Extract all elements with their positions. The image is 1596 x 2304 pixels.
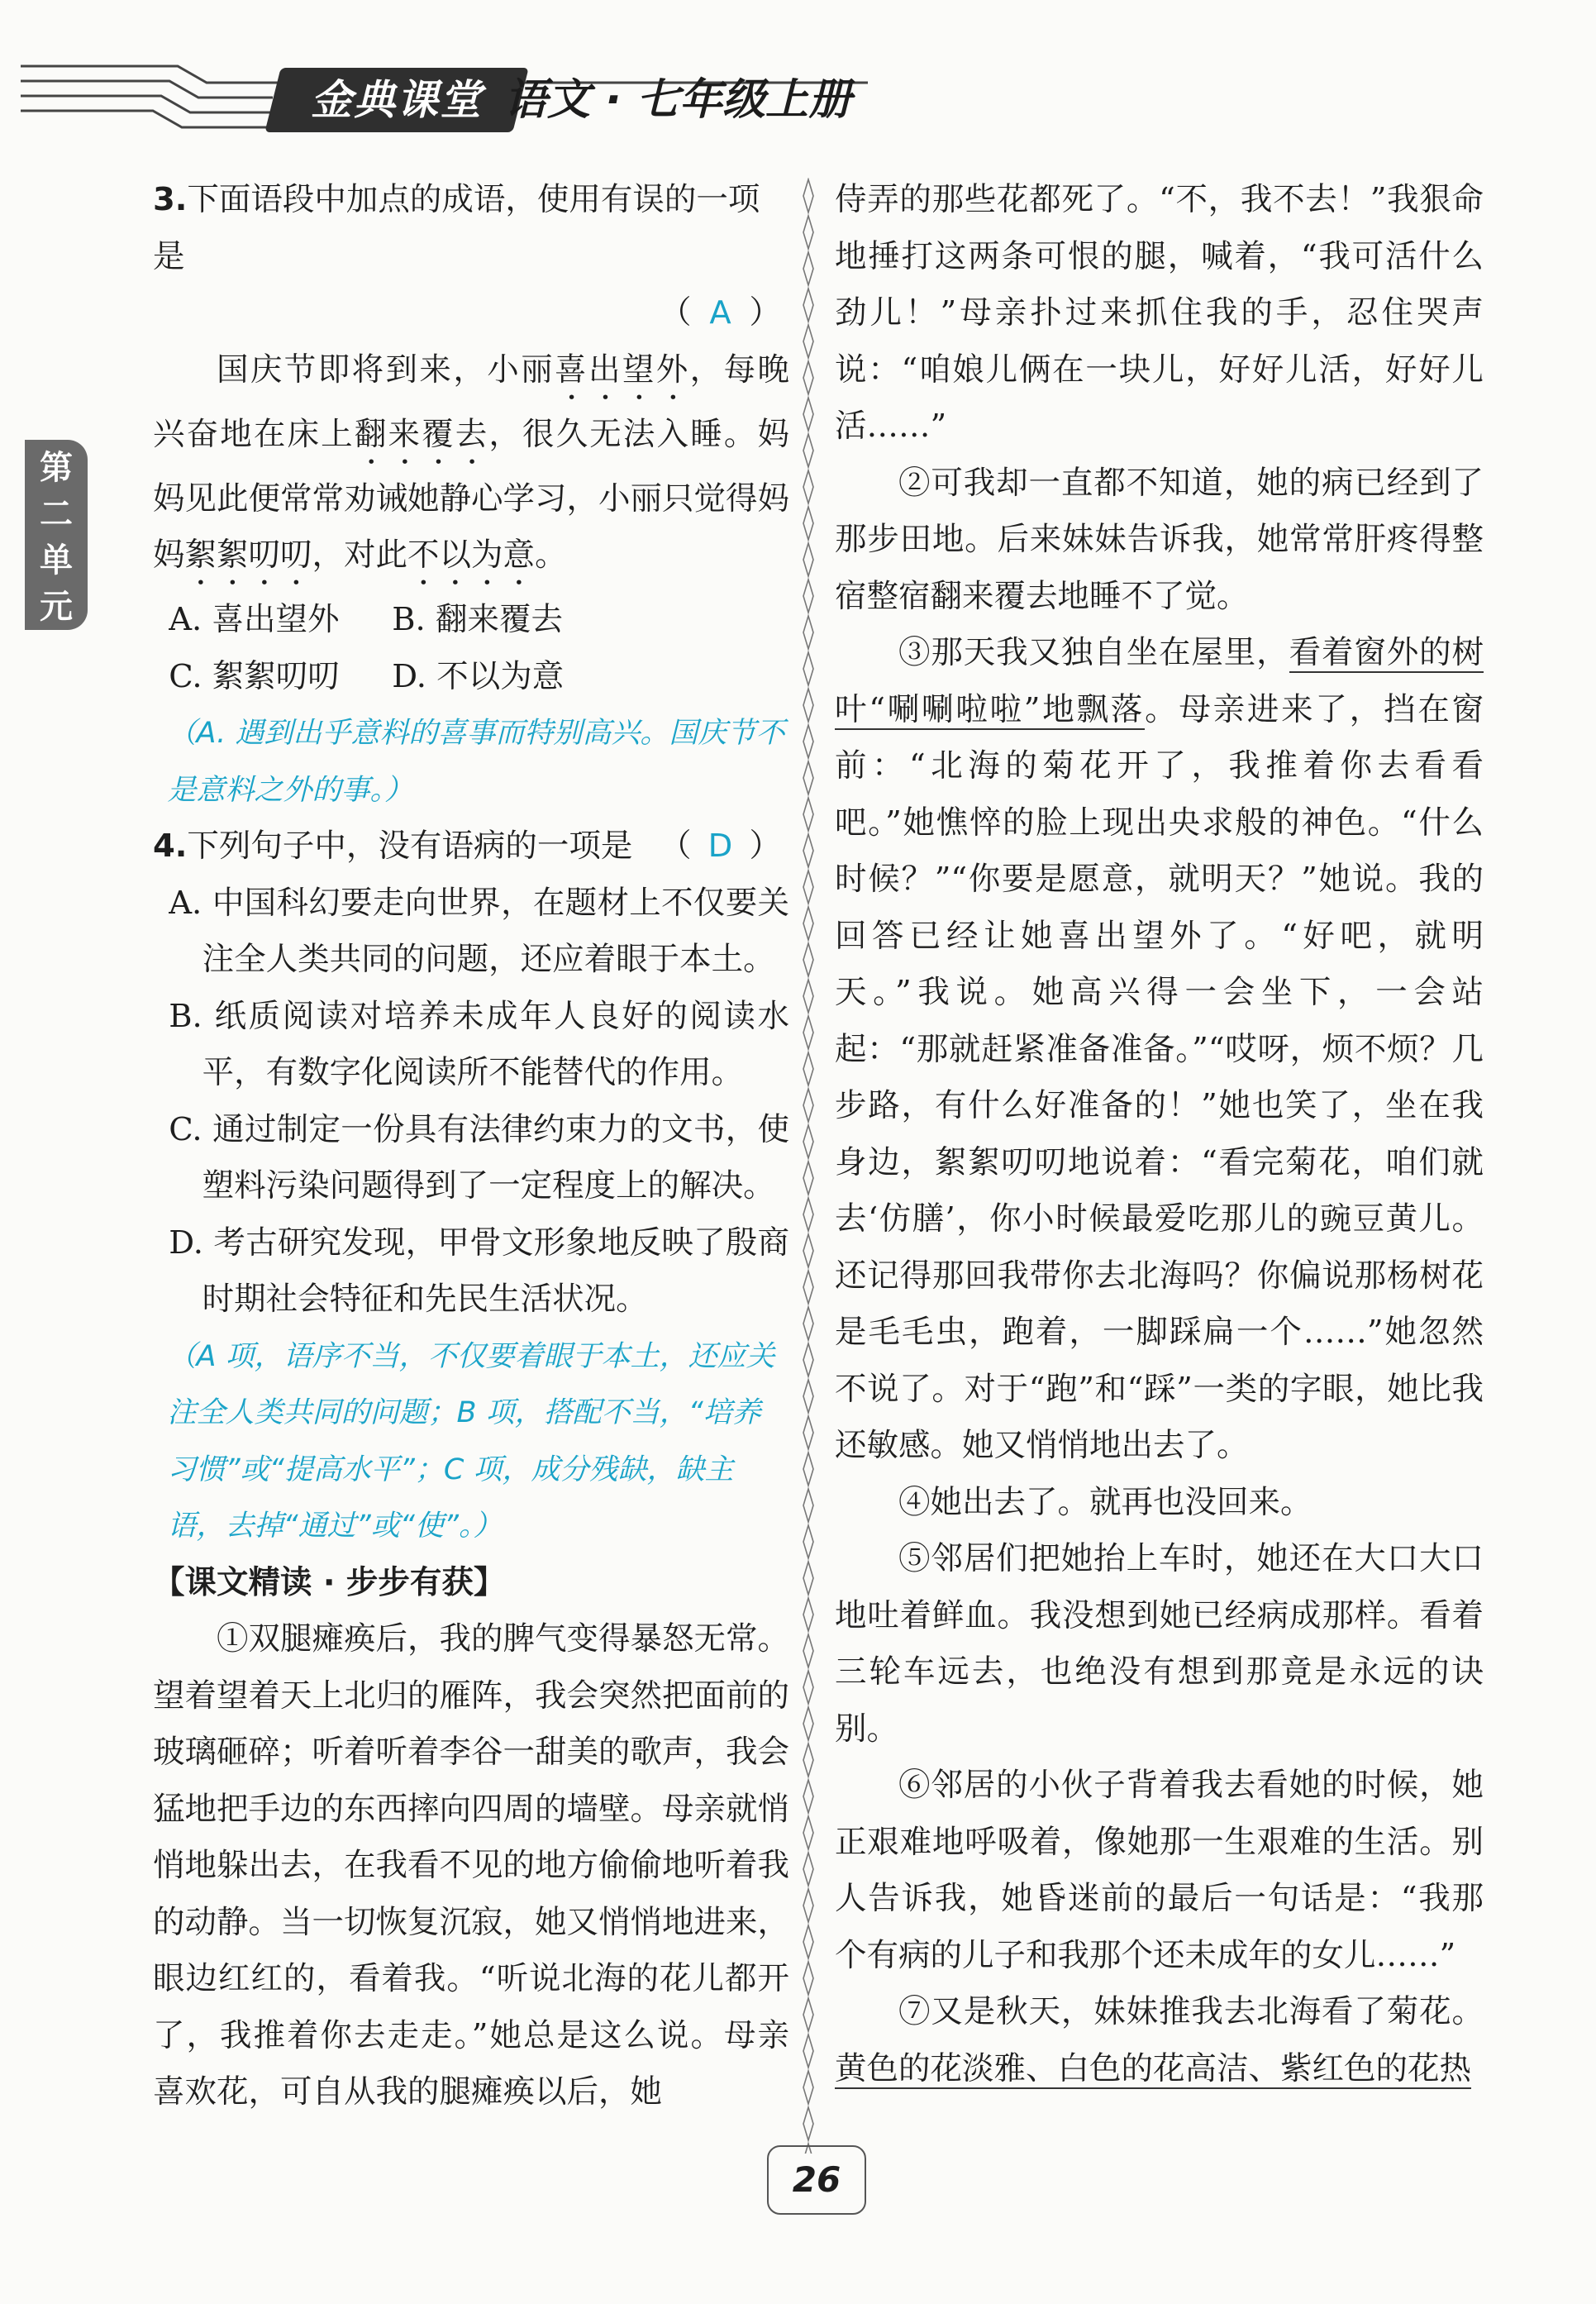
question-3-note: （A. 遇到出乎意料的喜事而特别高兴。国庆节不是意料之外的事。） xyxy=(167,717,785,807)
header-brand: 金典课堂 xyxy=(311,76,483,124)
passage-text: ，对此 xyxy=(312,537,408,574)
reading-paragraph: ①双腿瘫痪后，我的脾气变得暴怒无常。望着望着天上北归的雁阵，我会突然把面前的玻璃砸碎；听着听着李谷一甜美的歌声，我会猛地把手边的东西摔向四周的墙壁。母亲就悄悄地躲出去，在我看不见的地方偷偷地听着我的动静。当一切恢复沉寂，她又悄悄地进来，眼边红红的，看着我。“听说北海的花儿都开了，我推着你去走走。”她总是这么说。母亲喜欢花，可自从我的腿瘫痪以后，她 xyxy=(153,1620,790,2111)
dotted-idiom: 翻来覆去 xyxy=(354,415,489,453)
header-brand-badge xyxy=(264,68,528,132)
paren-close: ） xyxy=(749,294,781,332)
option-item: A. 喜出望外 xyxy=(169,601,340,638)
unit-tab-char: 元 xyxy=(40,588,73,626)
reading-paragraph: ⑤邻居们把她抬上车时，她还在大口大口地吐着鲜血。我没想到她已经病成那样。看着三轮车远去，也绝没有想到那竟是永远的诀别。 xyxy=(835,1540,1484,1748)
reading-paragraph: ②可我却一直都不知道，她的病已经到了那步田地。后来妹妹告诉我，她常常肝疼得整宿整宿翻来覆去地睡不了觉。 xyxy=(835,464,1484,615)
dotted-idiom: 不以为意 xyxy=(407,537,536,574)
paren-close: ） xyxy=(749,828,781,865)
passage-text: ，每晚兴奋地在床上 xyxy=(153,351,789,453)
paren-open: （ xyxy=(659,294,692,332)
underlined-sentence: 看着窗外的树叶“唰唰啦啦”地飘落 xyxy=(835,634,1484,728)
question-4-note: （A 项，语序不当，不仅要着眼于本土，还应关注全人类共同的问题；B 项，搭配不当，“培养习惯”或“提高水平”；C 项，成分残缺，缺主语，去掉“通过”或“使”。） xyxy=(167,1339,775,1543)
page-header xyxy=(0,0,1596,157)
option-item: D. 考古研究发现，甲骨文形象地反映了殷商时期社会特征和先民生活状况。 xyxy=(169,1224,789,1318)
reading-paragraph xyxy=(835,625,1484,1475)
underlined-sentence: 黄色的花淡雅、白色的花高洁、紫红色的花热 xyxy=(835,2049,1472,2087)
reading-paragraph xyxy=(835,1984,1484,2097)
paragraph-text: ⑦又是秋天，妹妹推我去北海看了菊花。 xyxy=(898,1993,1484,2030)
option-item: D. 不以为意 xyxy=(392,657,565,695)
paren-open: （ xyxy=(659,828,692,865)
section-title: 【课文精读 · 步步有获】 xyxy=(153,1563,506,1601)
passage-text: 国庆节即将到来，小丽 xyxy=(217,351,555,389)
reading-paragraph: ④她出去了。就再也没回来。 xyxy=(898,1483,1313,1521)
page-number: 26 xyxy=(767,2145,866,2215)
question-number: 4. xyxy=(153,828,188,865)
question-text: 下面语段中加点的成语，使用有误的一项是 xyxy=(153,181,760,275)
passage-text: ，很久无法入睡。妈妈见此便常常劝诫她静心学习，小丽只觉得妈妈 xyxy=(153,415,790,574)
question-3-passage xyxy=(153,342,789,593)
answer-mark: D xyxy=(707,828,733,865)
question-text: 下列句子中，没有语病的一项是 xyxy=(187,828,633,865)
unit-tab xyxy=(25,440,88,630)
option-item: A. 中国科幻要走向世界，在题材上不仅要关注全人类共同的问题，还应着眼于本土。 xyxy=(169,884,789,978)
question-4-stem xyxy=(153,818,789,875)
dotted-idiom: 喜出望外 xyxy=(555,351,690,389)
unit-tab-char: 单 xyxy=(40,541,73,580)
option-item: B. 纸质阅读对培养未成年人良好的阅读水平，有数字化阅读所不能替代的作用。 xyxy=(169,997,789,1091)
unit-tab-char: 第 xyxy=(40,449,73,487)
question-3-answer-line xyxy=(153,285,789,342)
header-subtitle: 语文 · 七年级上册 xyxy=(504,75,851,125)
left-column xyxy=(153,172,789,2121)
option-item: C. 絮絮叨叨 xyxy=(169,657,340,695)
paragraph-text: 。母亲进来了，挡在窗前：“北海的菊花开了，我推着你去看看吧。”她憔悴的脸上现出央求般的神色。“什么时候？”“你要是愿意，就明天？”她说。我的回答已经让她喜出望外了。“好吧，就明天。”我说。她高兴得一会坐下，一会站起：“那就赶紧准备准备。”“哎呀，烦不烦？几步路，有什么好准备的！”她也笑了，坐在我身边，絮絮叨叨地说着：“看完菊花，咱们就去‘仿膳’，你小时候最爱吃那儿的豌豆黄儿。还记得那回我带你去北海吗？你偏说那杨树花是毛毛虫，跑着，一脚踩扁一个……”她忽然不说了。对于“跑”和“踩”一类的字眼，她比我还敏感。她又悄悄地出去了。 xyxy=(835,690,1484,1464)
unit-tab-char: 二 xyxy=(40,495,73,533)
option-item: B. 翻来覆去 xyxy=(392,601,564,638)
column-divider xyxy=(800,178,817,2154)
answer-mark: A xyxy=(709,294,731,332)
question-3-stem xyxy=(153,172,789,285)
reading-paragraph: ⑥邻居的小伙子背着我去看她的时候，她正艰难地呼吸着，像她那一生艰难的生活。别人告诉我，她昏迷前的最后一句话是：“我那个有病的儿子和我那个还未成年的女儿……” xyxy=(835,1767,1484,1974)
right-column xyxy=(835,172,1484,2097)
question-3-options xyxy=(153,592,789,705)
question-number: 3. xyxy=(153,181,188,218)
passage-text: 。 xyxy=(535,537,567,574)
reading-paragraph: 侍弄的那些花都死了。“不，我不去！”我狠命地捶打这两条可恨的腿，喊着，“我可活什么劲儿！”母亲扑过来抓住我的手，忍住哭声说：“咱娘儿俩在一块儿，好好儿活，好好儿活……” xyxy=(835,181,1484,445)
paragraph-text: ③那天我又独自坐在屋里， xyxy=(898,634,1289,671)
dotted-idiom: 絮絮叨叨 xyxy=(184,537,312,574)
option-item: C. 通过制定一份具有法律约束力的文书，使塑料污染问题得到了一定程度上的解决。 xyxy=(169,1110,789,1204)
